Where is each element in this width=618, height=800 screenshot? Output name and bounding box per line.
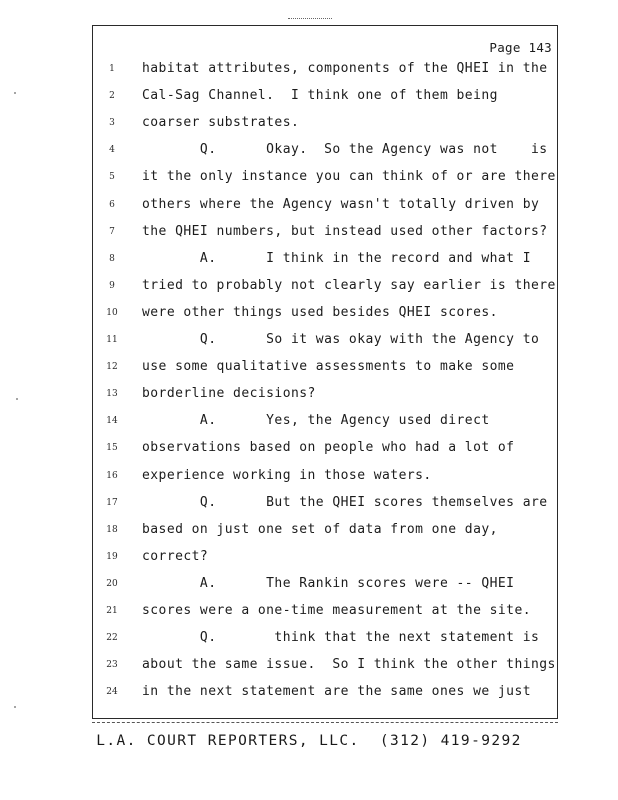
line-number: 10	[106, 307, 118, 318]
transcript-line: correct?	[142, 548, 209, 564]
line-number: 16	[106, 470, 118, 481]
line-number: 20	[106, 578, 118, 589]
line-number: 7	[109, 226, 115, 237]
line-number: 11	[106, 335, 118, 345]
transcript-line: Q. But the QHEI scores themselves are	[142, 494, 548, 510]
line-number: 13	[106, 389, 118, 400]
scan-speck	[14, 92, 16, 94]
transcript-line: the QHEI numbers, but instead used other factors?	[142, 223, 548, 239]
transcript-line: experience working in those waters.	[142, 467, 432, 483]
transcript-line: in the next statement are the same ones we just	[142, 684, 532, 700]
top-edge-mark	[288, 18, 332, 19]
page-number: Page 143	[489, 40, 552, 55]
line-number: 12	[106, 362, 118, 373]
transcript-line: Q. think that the next statement is	[142, 630, 540, 646]
transcript-line: coarser substrates.	[142, 115, 300, 131]
line-number: 6	[109, 199, 115, 210]
line-number: 22	[106, 633, 118, 644]
line-number: 3	[109, 118, 115, 129]
line-number: 2	[109, 91, 115, 102]
line-number: 1	[109, 64, 115, 74]
scan-speck	[14, 706, 16, 708]
line-number: 8	[109, 253, 115, 264]
line-number: 14	[106, 416, 118, 427]
transcript-line: A. The Rankin scores were -- QHEI	[142, 575, 515, 591]
page-bottom-rule	[92, 722, 558, 723]
reporter-footer: L.A. COURT REPORTERS, LLC. (312) 419-9292	[96, 733, 522, 749]
transcript-line: A. I think in the record and what I	[142, 250, 532, 266]
line-number: 15	[106, 443, 118, 454]
transcript-line: others where the Agency wasn't totally driven by	[142, 196, 540, 212]
line-number: 5	[109, 172, 115, 183]
transcript-line: habitat attributes, components of the QHEI in the	[142, 61, 548, 76]
transcript-line: based on just one set of data from one day,	[142, 521, 498, 537]
line-number: 9	[109, 280, 115, 291]
transcript-line: Q. So it was okay with the Agency to	[142, 332, 540, 347]
line-number: 21	[106, 606, 118, 616]
transcript-line: tried to probably not clearly say earlier is there	[142, 277, 556, 293]
transcript-line: Cal-Sag Channel. I think one of them being	[142, 88, 498, 104]
transcript-line: Q. Okay. So the Agency was not is	[142, 142, 548, 158]
line-number: 17	[106, 497, 118, 508]
transcript-line: use some qualitative assessments to make some	[142, 359, 515, 375]
transcript-line: observations based on people who had a lot of	[142, 440, 515, 456]
transcript-line: scores were a one-time measurement at the site.	[142, 603, 532, 618]
line-number: 23	[106, 660, 118, 671]
transcript-line: about the same issue. So I think the other things	[142, 657, 556, 673]
transcript-line: were other things used besides QHEI scores.	[142, 304, 498, 320]
line-number: 4	[109, 145, 115, 156]
line-number: 19	[106, 551, 118, 562]
transcript-line: it the only instance you can think of or are there	[142, 169, 556, 185]
transcript-line: A. Yes, the Agency used direct	[142, 413, 490, 429]
line-number: 18	[106, 524, 118, 535]
line-number: 24	[106, 687, 118, 698]
transcript-line: borderline decisions?	[142, 386, 316, 402]
scan-speck	[16, 398, 18, 400]
